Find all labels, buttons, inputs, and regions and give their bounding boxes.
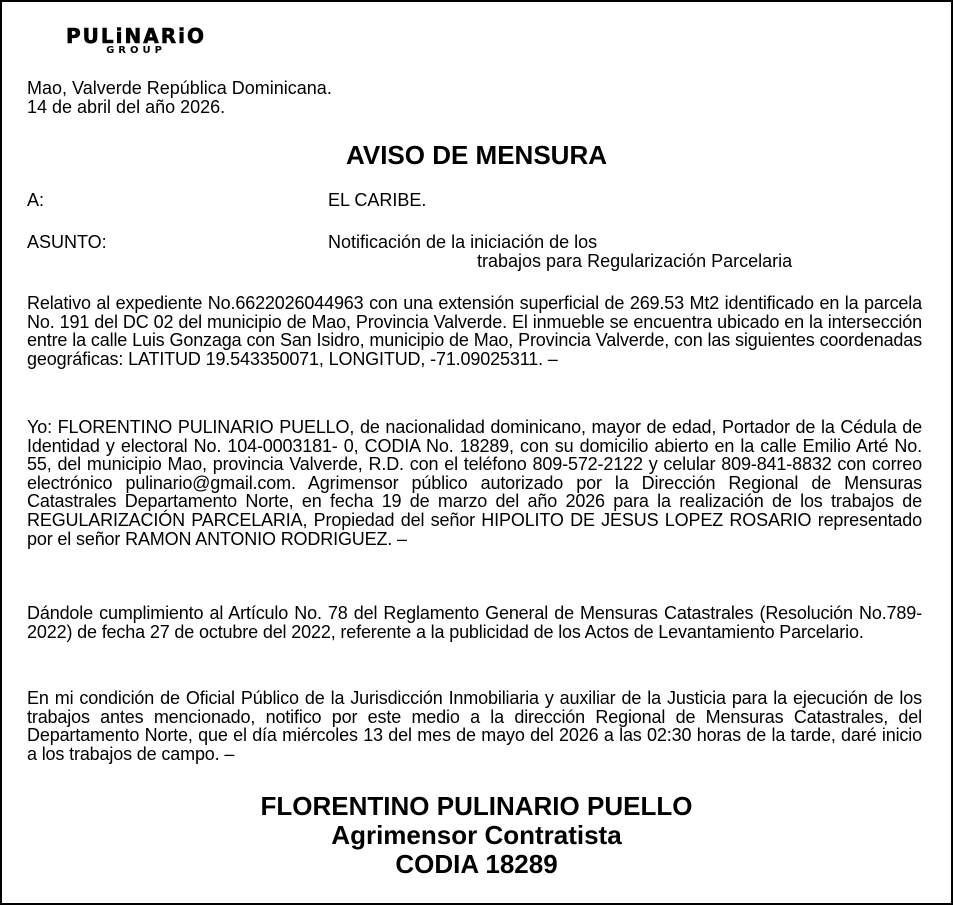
subject-label: ASUNTO: xyxy=(27,232,107,252)
company-logo xyxy=(40,26,232,56)
paragraph-notificacion: En mi condición de Oficial Público de la Jurisdicción Inmobiliaria y auxiliar de la Justicia para la ejecución de los trabajos antes mencionado, notifico por este medio a la dirección Regional de Mensuras Catastrales, del Departamento Norte, que el día miércoles 13 del mes de mayo del 2026 a las 02:30 horas de la tarde, daré inicio a los trabajos de campo. – xyxy=(27,688,922,764)
recipient-value: EL CARIBE. xyxy=(328,190,427,210)
signature-codia: CODIA 18289 xyxy=(395,849,558,879)
signature-name: FLORENTINO PULINARIO PUELLO xyxy=(260,791,693,821)
paragraph-articulo: Dándole cumplimiento al Artículo No. 78 del Reglamento General de Mensuras Catastrales (Resolución No.789-2022) de fecha 27 de octubre del 2022, referente a la publicidad de los Actos de Levantamiento Parcelario. xyxy=(27,603,922,642)
logo-wordmark: PULiNARiO xyxy=(66,24,206,48)
paragraph-declarante: Yo: FLORENTINO PULINARIO PUELLO, de nacionalidad dominicano, mayor de edad, Portador de la Cédula de Identidad y electoral No. 104-0003181- 0, CODIA No. 18289, con su domicilio abierto en la calle Emilio Arté No. 55, del municipio Mao, provincia Valverde, R.D. con el teléfono 809-572-2122 y celular 809-841-8832 con correo electrónico pulinario@gmail.com. Agrimensor público autorizado por la Dirección Regional de Mensuras Catastrales Departamento Norte, en fecha 19 de marzo del año 2026 para la realización de los trabajos de REGULARIZACIÓN PARCELARIA, Propiedad del señor HIPOLITO DE JESUS LOPEZ ROSARIO representado por el señor RAMON ANTONIO RODRIGUEZ. – xyxy=(27,417,922,549)
place-date-block xyxy=(27,79,332,117)
recipient-label: A: xyxy=(27,190,45,210)
subject-line-1: Notificación de la iniciación de los xyxy=(328,232,598,252)
signature-role: Agrimensor Contratista xyxy=(331,820,622,850)
date-line: 14 de abril del año 2026. xyxy=(27,97,226,117)
logo-subtitle: GROUP xyxy=(106,45,166,56)
paragraph-expediente: Relativo al expediente No.6622026044963 con una extensión superficial de 269.53 Mt2 identificado en la parcela No. 191 del DC 02 del municipio de Mao, Provincia Valverde. El inmueble se encuentra ubicado en la intersección entre la calle Luis Gonzaga con San Isidro, municipio de Mao, Provincia Valverde, con las siguientes coordenadas geográficas: LATITUD 19.543350071, LONGITUD, -71.09025311. – xyxy=(27,293,922,369)
place-line: Mao, Valverde República Dominicana. xyxy=(27,78,332,98)
document-title: AVISO DE MENSURA xyxy=(346,140,607,170)
subject-line-2: trabajos para Regularización Parcelaria xyxy=(477,251,793,271)
